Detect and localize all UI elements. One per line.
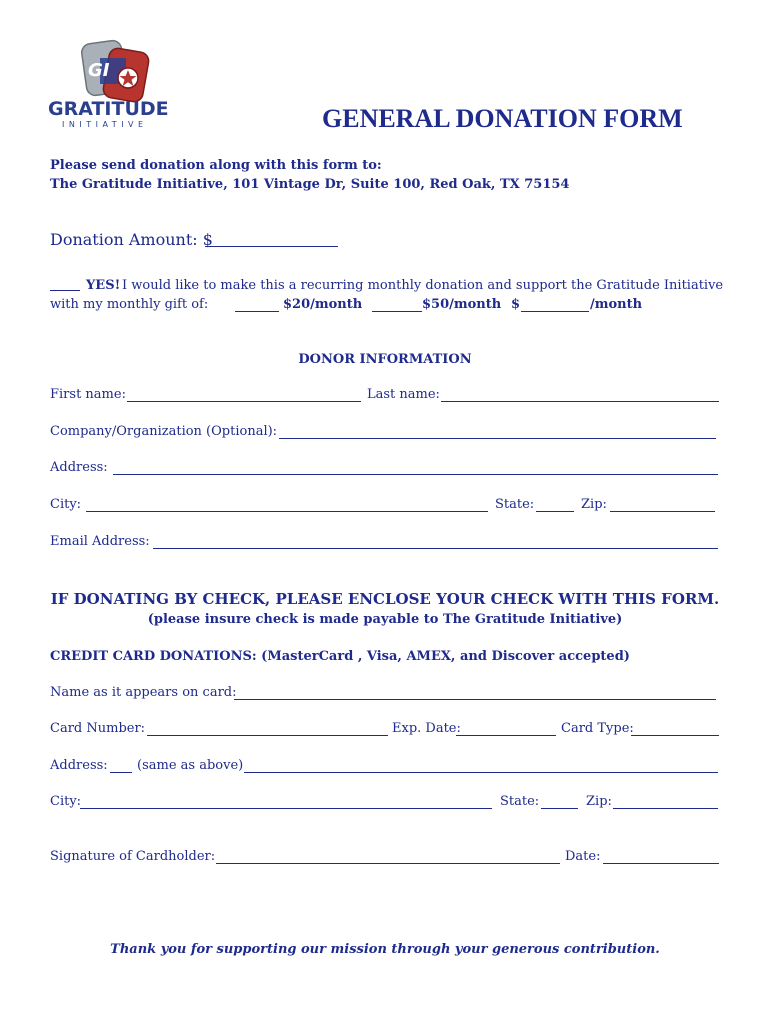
option-50-label: $50/month bbox=[422, 297, 502, 312]
card-number-field[interactable] bbox=[147, 735, 388, 736]
option-50-field[interactable] bbox=[372, 311, 422, 312]
logo-sub-text: INITIATIVE bbox=[62, 120, 148, 129]
thank-you-message: Thank you for supporting our mission through your generous contribution. bbox=[110, 942, 660, 957]
first-name-label: First name: bbox=[50, 387, 126, 402]
check-heading: IF DONATING BY CHECK, PLEASE ENCLOSE YOUR CHECK WITH THIS FORM. bbox=[50, 590, 720, 608]
card-name-label: Name as it appears on card: bbox=[50, 685, 237, 700]
signature-label: Signature of Cardholder: bbox=[50, 849, 216, 864]
card-city-label: City: bbox=[50, 794, 82, 809]
card-zip-field[interactable] bbox=[613, 808, 718, 809]
address-field[interactable] bbox=[113, 474, 718, 475]
logo-main-text: GRATITUDE bbox=[48, 98, 169, 120]
address-label: Address: bbox=[50, 460, 108, 475]
send-instructions-line1: Please send donation along with this form to: bbox=[50, 158, 382, 173]
last-name-field[interactable] bbox=[441, 401, 719, 402]
same-as-above-label: (same as above) bbox=[137, 758, 244, 773]
option-custom-suffix: /month bbox=[590, 297, 643, 312]
recurring-yes-label: YES! bbox=[86, 278, 121, 293]
first-name-field[interactable] bbox=[127, 401, 361, 402]
email-field[interactable] bbox=[153, 548, 718, 549]
zip-label: Zip: bbox=[581, 497, 607, 512]
card-type-label: Card Type: bbox=[561, 721, 634, 736]
card-type-field[interactable] bbox=[631, 735, 719, 736]
gratitude-initiative-logo bbox=[48, 38, 174, 133]
card-address-field[interactable] bbox=[244, 772, 718, 773]
donor-info-heading: DONOR INFORMATION bbox=[298, 352, 472, 367]
option-custom-field[interactable] bbox=[521, 311, 589, 312]
city-label: City: bbox=[50, 497, 82, 512]
option-20-field[interactable] bbox=[235, 311, 279, 312]
card-number-label: Card Number: bbox=[50, 721, 146, 736]
last-name-label: Last name: bbox=[367, 387, 440, 402]
city-field[interactable] bbox=[86, 511, 488, 512]
recurring-checkbox-line[interactable] bbox=[50, 290, 80, 291]
page-title: GENERAL DONATION FORM bbox=[322, 104, 683, 133]
zip-field[interactable] bbox=[610, 511, 715, 512]
same-as-above-checkbox-line[interactable] bbox=[110, 772, 132, 773]
card-address-label: Address: bbox=[50, 758, 108, 773]
company-label: Company/Organization (Optional): bbox=[50, 424, 278, 439]
state-field[interactable] bbox=[536, 511, 574, 512]
card-state-label: State: bbox=[500, 794, 540, 809]
exp-date-field[interactable] bbox=[456, 735, 556, 736]
donation-amount-label: Donation Amount: $ bbox=[50, 230, 213, 249]
check-subheading: (please insure check is made payable to The Gratitude Initiative) bbox=[147, 612, 623, 627]
card-name-field[interactable] bbox=[234, 699, 716, 700]
signature-date-field[interactable] bbox=[603, 863, 719, 864]
card-city-field[interactable] bbox=[80, 808, 492, 809]
card-state-field[interactable] bbox=[541, 808, 578, 809]
state-label: State: bbox=[495, 497, 535, 512]
email-label: Email Address: bbox=[50, 534, 150, 549]
donation-amount-field[interactable] bbox=[205, 246, 338, 247]
exp-date-label: Exp. Date: bbox=[392, 721, 461, 736]
credit-card-heading: CREDIT CARD DONATIONS: (MasterCard , Visa, AMEX, and Discover accepted) bbox=[50, 649, 630, 664]
recurring-line1-text: I would like to make this a recurring monthly donation and support the Gratitude Initiative bbox=[122, 278, 724, 293]
recurring-line2-text: with my monthly gift of: bbox=[50, 297, 209, 312]
send-instructions-line2: The Gratitude Initiative, 101 Vintage Dr, Suite 100, Red Oak, TX 75154 bbox=[50, 177, 570, 192]
card-zip-label: Zip: bbox=[586, 794, 612, 809]
logo-tag-text: GI bbox=[88, 60, 110, 81]
signature-field[interactable] bbox=[216, 863, 560, 864]
signature-date-label: Date: bbox=[565, 849, 601, 864]
option-custom-prefix: $ bbox=[511, 297, 521, 312]
company-field[interactable] bbox=[279, 438, 716, 439]
option-20-label: $20/month bbox=[283, 297, 363, 312]
